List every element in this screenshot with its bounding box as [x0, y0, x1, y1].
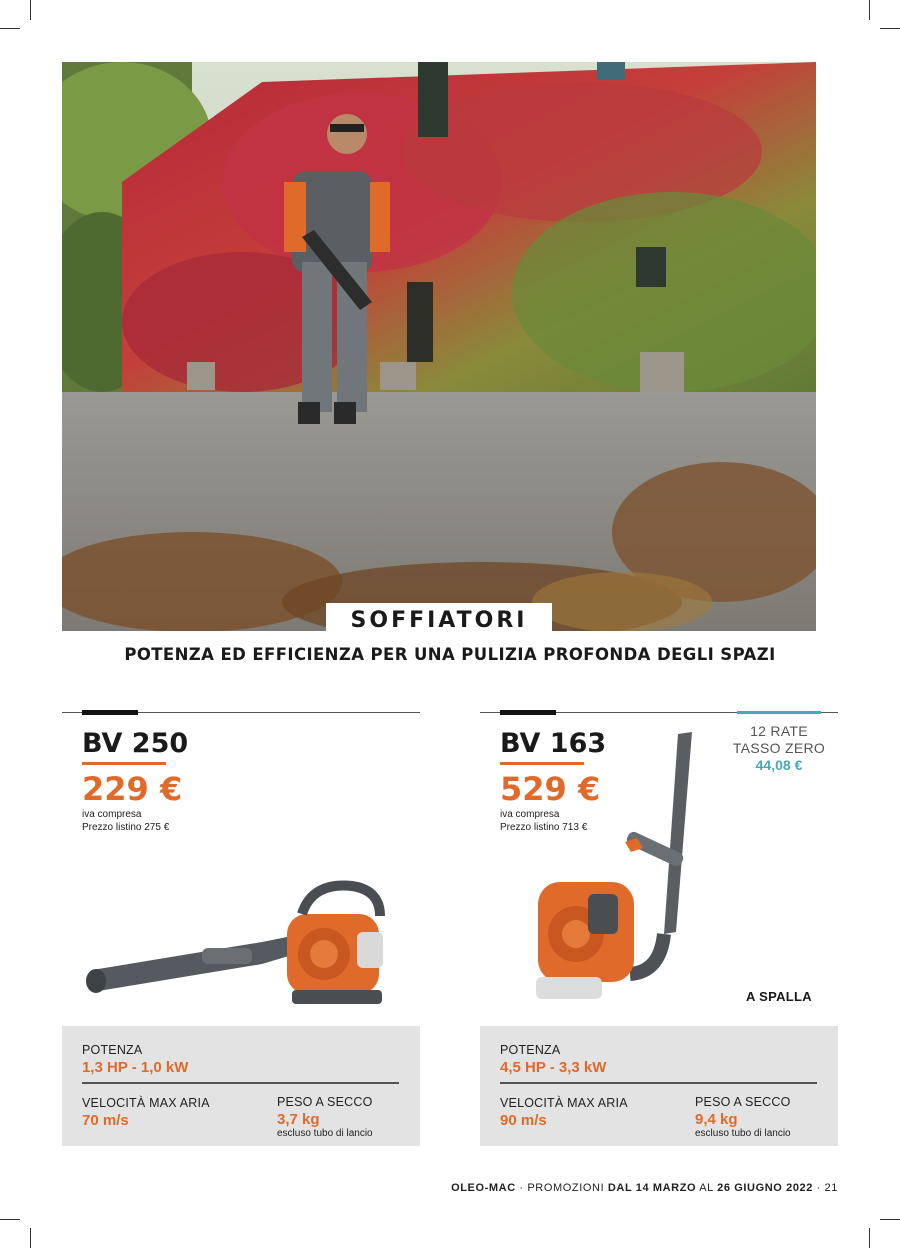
product-price: 529 €	[500, 770, 601, 808]
product-type-label: A SPALLA	[746, 989, 812, 1004]
product-image-blower-handheld	[62, 852, 420, 1022]
list-price: Prezzo listino 275 €	[82, 822, 170, 833]
list-price: Prezzo listino 713 €	[500, 822, 588, 833]
section-title: SOFFIATORI	[350, 607, 528, 633]
product-card-bv163	[480, 712, 838, 1146]
section-subtitle: POTENZA ED EFFICIENZA PER UNA PULIZIA PROFONDA DEGLI SPAZI	[124, 645, 776, 664]
spec-box	[62, 1026, 420, 1146]
crop-mark	[0, 1219, 20, 1220]
footer-text: AL	[696, 1182, 718, 1194]
crop-mark	[880, 1219, 900, 1220]
footer-date-from: DAL 14 MARZO	[607, 1182, 697, 1194]
product-price: 229 €	[82, 770, 183, 808]
installments-line1: 12 RATE	[750, 723, 808, 739]
footer-text: · PROMOZIONI	[515, 1182, 608, 1194]
product-name: BV 250	[82, 728, 189, 759]
installments-badge	[729, 723, 829, 773]
vat-note: iva compresa	[82, 809, 142, 820]
weight-value: 3,7 kg	[277, 1111, 320, 1128]
divider-accent	[500, 710, 556, 715]
page-footer	[451, 1182, 838, 1194]
weight-note: escluso tubo di lancio	[695, 1128, 791, 1139]
speed-value: 90 m/s	[500, 1112, 547, 1129]
spec-divider	[82, 1082, 399, 1084]
crop-mark	[869, 0, 870, 20]
hero-photo	[62, 62, 816, 631]
weight-label: PESO A SECCO	[695, 1095, 791, 1109]
page-number: · 21	[812, 1182, 838, 1194]
vat-note: iva compresa	[500, 809, 560, 820]
weight-value: 9,4 kg	[695, 1111, 738, 1128]
power-label: POTENZA	[500, 1043, 561, 1057]
spec-box	[480, 1026, 838, 1146]
crop-mark	[880, 28, 900, 29]
footer-brand: OLEO-MAC	[451, 1182, 516, 1194]
installments-accent-bar	[737, 711, 821, 714]
crop-mark	[0, 28, 20, 29]
crop-mark	[30, 0, 31, 20]
name-underline	[82, 762, 166, 765]
section-title-box	[326, 603, 552, 637]
product-card-bv250	[62, 712, 420, 1146]
crop-mark	[30, 1228, 31, 1248]
power-label: POTENZA	[82, 1043, 143, 1057]
speed-label: VELOCITÀ MAX ARIA	[82, 1096, 210, 1110]
installments-amount: 44,08 €	[755, 757, 803, 773]
power-value: 4,5 HP - 3,3 kW	[500, 1059, 607, 1076]
divider-accent	[82, 710, 138, 715]
spec-divider	[500, 1082, 817, 1084]
speed-label: VELOCITÀ MAX ARIA	[500, 1096, 628, 1110]
weight-label: PESO A SECCO	[277, 1095, 373, 1109]
speed-value: 70 m/s	[82, 1112, 129, 1129]
installments-line2: TASSO ZERO	[732, 740, 826, 756]
footer-date-to: 26 GIUGNO 2022	[717, 1182, 813, 1194]
weight-note: escluso tubo di lancio	[277, 1128, 373, 1139]
product-name: BV 163	[500, 728, 607, 759]
power-value: 1,3 HP - 1,0 kW	[82, 1059, 189, 1076]
crop-mark	[869, 1228, 870, 1248]
